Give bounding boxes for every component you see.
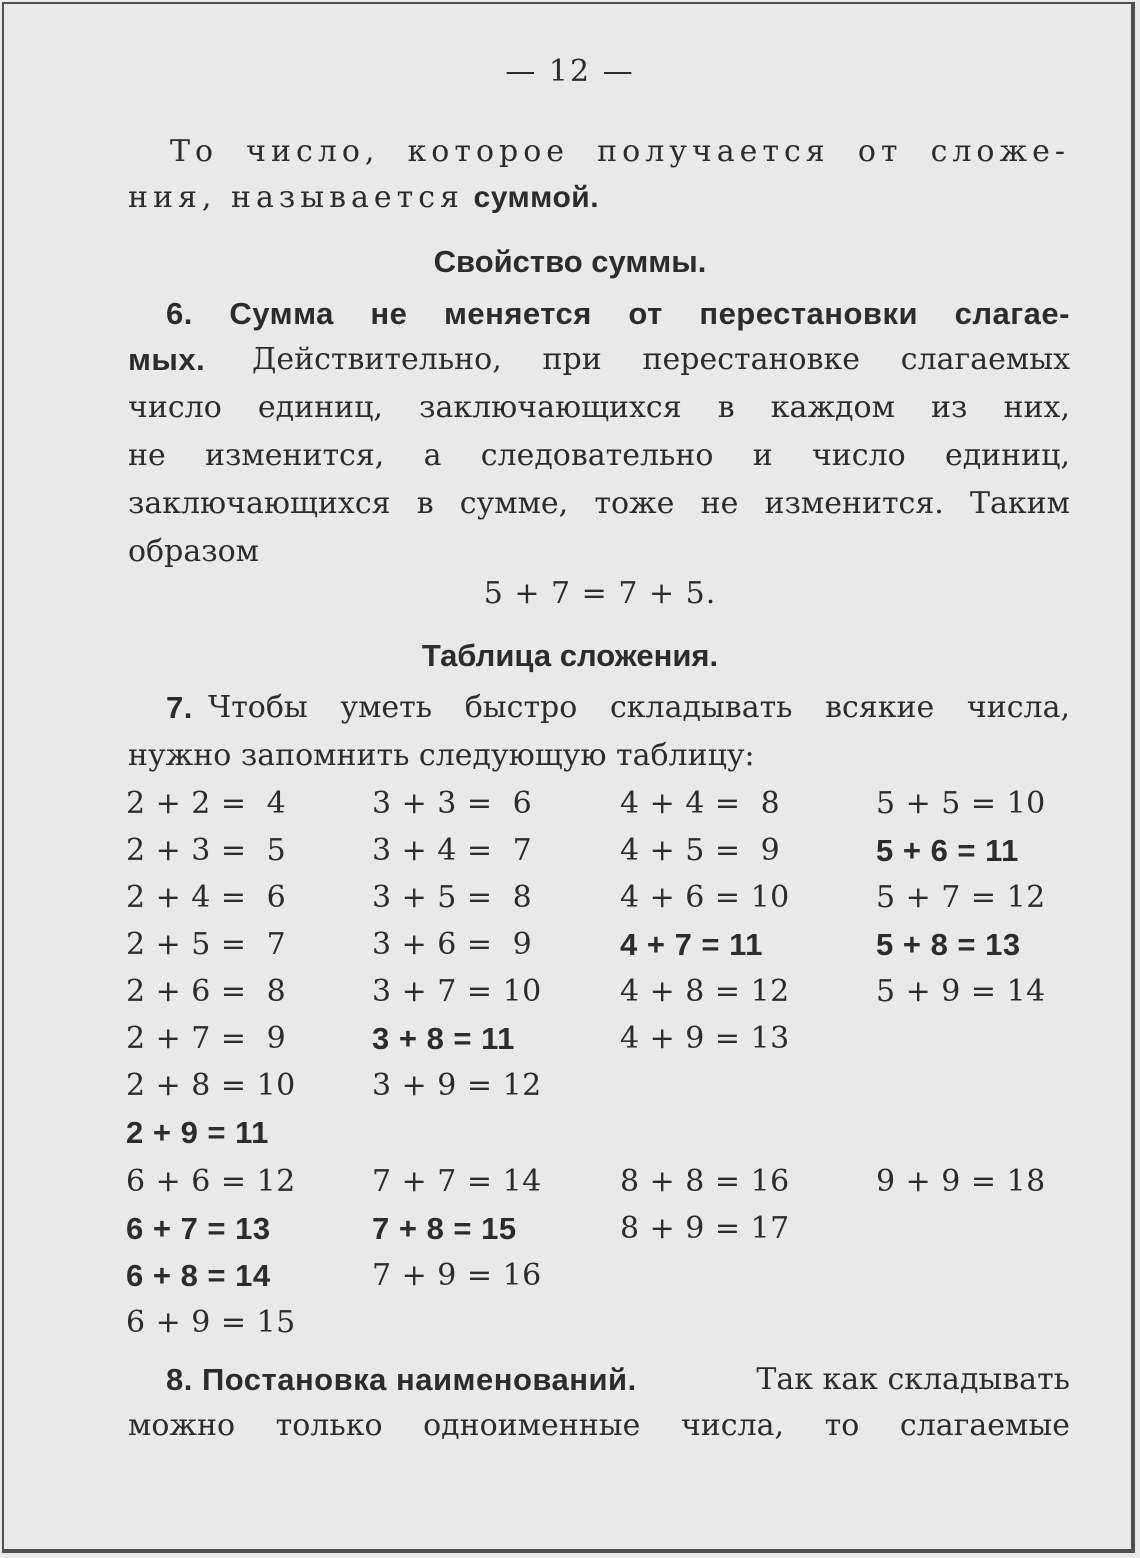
paragraph-6-line-4: не изменится, а следовательно и число единиц, [128,438,1070,473]
paragraph-6-line-6: образом [128,534,259,569]
table-equation: 6 + 7 = 13 [126,1211,271,1246]
table-equation: 2 + 2 = 4 [126,786,287,821]
table-equation: 3 + 9 = 12 [372,1068,542,1103]
paragraph-8-line-1 [166,1362,1070,1398]
table-equation: 2 + 3 = 5 [126,833,287,868]
table-equation: 4 + 8 = 12 [620,974,790,1009]
paragraph-7-text: Чтобы уметь быстро складывать всякие числа, [208,690,1070,725]
table-equation: 5 + 8 = 13 [876,927,1021,962]
section-title-table: Таблица сложения. [421,638,719,673]
paragraph-6-lead-end: мых. [128,342,206,377]
table-equation: 8 + 8 = 16 [620,1164,790,1199]
table-equation: 5 + 6 = 11 [876,833,1019,868]
paragraph-6-line-2 [128,342,1070,378]
table-equation: 7 + 8 = 15 [372,1211,517,1246]
intro-line-1: То число, которое получается от сложе- [170,134,1070,169]
paragraph-7-number: 7. [166,690,193,725]
table-equation: 5 + 7 = 12 [876,880,1046,915]
table-equation: 6 + 9 = 15 [126,1305,296,1340]
table-equation: 4 + 5 = 9 [620,833,781,868]
table-equation: 3 + 4 = 7 [372,833,533,868]
paragraph-7-line-1 [166,690,1070,726]
table-equation: 4 + 6 = 10 [620,880,790,915]
table-equation: 3 + 7 = 10 [372,974,542,1009]
commutative-formula: 5 + 7 = 7 + 5. [483,576,717,611]
table-equation: 2 + 5 = 7 [126,927,287,962]
paragraph-6-lead: 6. Сумма не меняется от перестановки слагае- [166,296,1070,331]
paragraph-6-line-5: заключающихся в сумме, тоже не изменится. Таким [128,486,1070,521]
table-equation: 6 + 8 = 14 [126,1258,271,1293]
table-equation: 9 + 9 = 18 [876,1164,1046,1199]
table-equation: 4 + 9 = 13 [620,1021,790,1056]
table-equation: 3 + 5 = 8 [372,880,533,915]
table-equation: 3 + 3 = 6 [372,786,533,821]
table-equation: 2 + 9 = 11 [126,1115,269,1150]
table-equation: 2 + 8 = 10 [126,1068,296,1103]
table-equation: 6 + 6 = 12 [126,1164,296,1199]
table-equation: 8 + 9 = 17 [620,1211,790,1246]
table-equation: 2 + 7 = 9 [126,1021,287,1056]
intro-text: ния, называется [128,180,464,215]
table-equation: 5 + 9 = 14 [876,974,1046,1009]
paragraph-8-line-2: можно только одноименные числа, то слагаемые [128,1408,1070,1443]
table-equation: 7 + 7 = 14 [372,1164,542,1199]
section-title-property: Свойство суммы. [433,244,707,279]
term-sum: суммой. [473,181,600,214]
paragraph-6-line-3: число единиц, заключающихся в каждом из них, [128,390,1070,425]
paragraph-8-text: Так как складывать [756,1362,1070,1397]
table-equation: 5 + 5 = 10 [876,786,1046,821]
table-equation: 3 + 8 = 11 [372,1021,515,1056]
table-equation: 2 + 6 = 8 [126,974,287,1009]
intro-line-2 [128,180,599,215]
table-equation: 4 + 7 = 11 [620,927,763,962]
table-equation: 2 + 4 = 6 [126,880,287,915]
paragraph-6-text: Действительно, при перестановке слагаемых [252,342,1070,377]
paragraph-8-lead: 8. Постановка наименований. [166,1362,637,1397]
table-equation: 7 + 9 = 16 [372,1258,542,1293]
paragraph-7-line-2: нужно запомнить следующую таблицу: [128,738,755,773]
table-equation: 3 + 6 = 9 [372,927,533,962]
page-number: — 12 — [505,54,635,89]
table-equation: 4 + 4 = 8 [620,786,781,821]
